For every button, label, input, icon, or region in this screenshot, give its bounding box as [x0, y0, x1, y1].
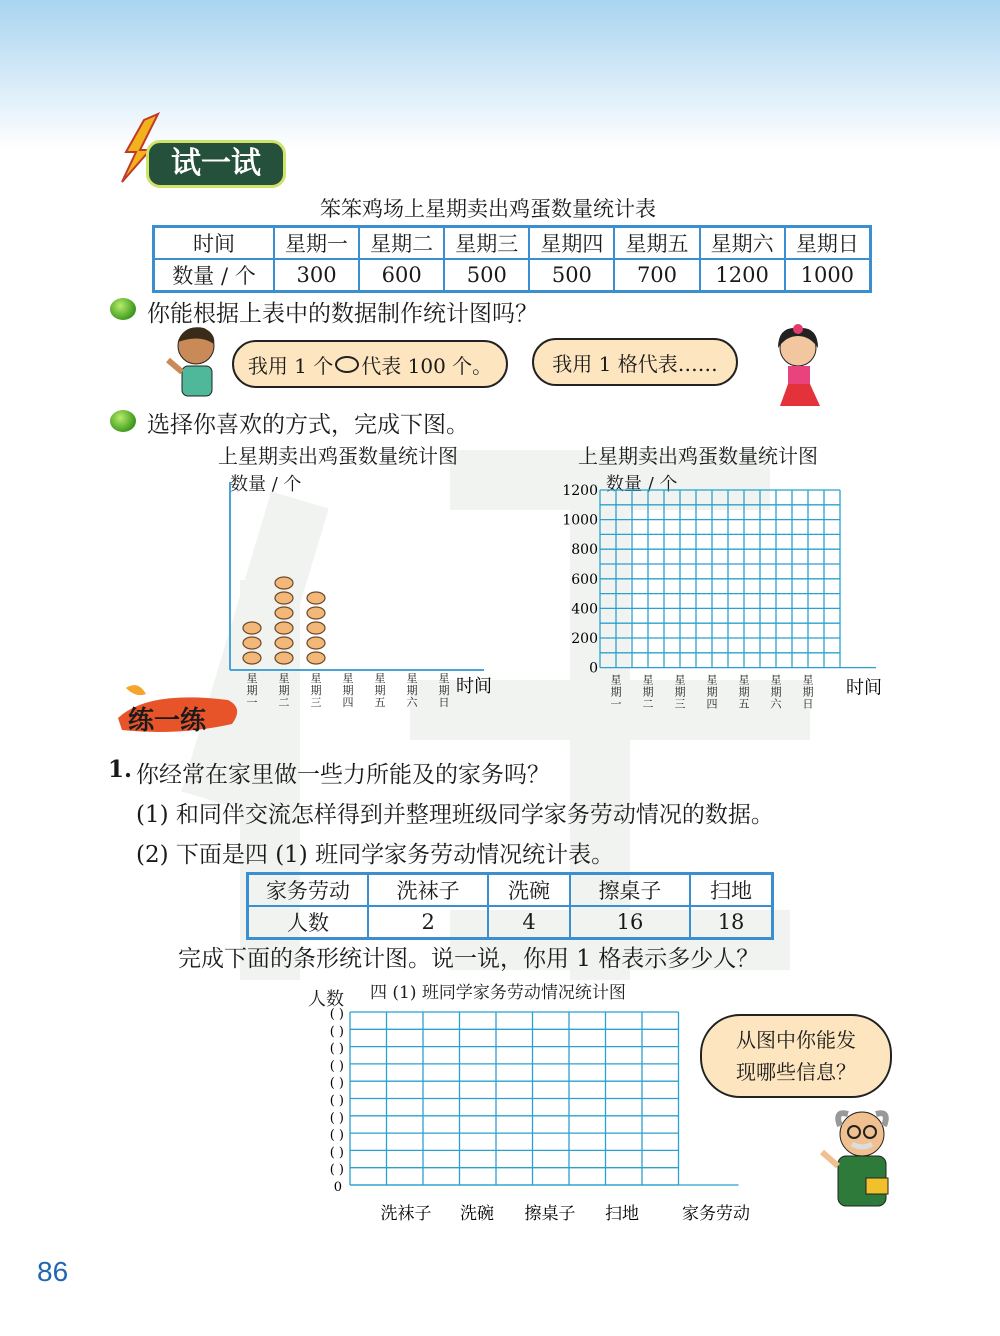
housework-table — [246, 872, 774, 940]
x-tick-label: 星期一 — [610, 673, 622, 711]
count-cell: 300 — [274, 259, 359, 292]
egg-icon — [335, 356, 359, 373]
x-axis-label: 时间 — [846, 677, 882, 699]
table-row — [248, 874, 773, 907]
count-cell: 1200 — [700, 259, 785, 292]
x-tick-label: 星期二 — [642, 673, 654, 711]
count-cell: 18 — [690, 906, 772, 939]
y-tick-placeholder: ( ) — [329, 1162, 344, 1178]
count-cell: 500 — [444, 259, 529, 292]
x-tick-label: 洗袜子 — [380, 1204, 432, 1224]
x-axis-label: 时间 — [456, 676, 492, 697]
y-tick-placeholder: ( ) — [329, 1128, 344, 1144]
x-tick-label: 星期五 — [738, 673, 750, 711]
egg-mark — [275, 622, 293, 634]
teacher-speech-line1: 从图中你能发 — [736, 1028, 856, 1052]
y-tick-label: 800 — [571, 542, 598, 559]
y-tick-placeholder: ( ) — [329, 1041, 344, 1057]
y-tick-placeholder: ( ) — [329, 1058, 344, 1074]
y-tick-placeholder: ( ) — [329, 1110, 344, 1126]
x-axis-label: 家务劳动 — [682, 1204, 750, 1224]
count-cell: 4 — [488, 906, 569, 939]
egg-mark — [275, 607, 293, 619]
girl-icon — [760, 322, 840, 412]
y-tick-label: 1000 — [562, 512, 598, 529]
x-tick-label: 扫地 — [605, 1204, 639, 1224]
egg-mark — [243, 622, 261, 634]
chart1-ylabel: 数量 / 个 — [230, 474, 302, 495]
y-zero-label: 0 — [333, 1180, 342, 1195]
x-tick-label: 星期三 — [310, 672, 322, 709]
girl-speech-bubble — [532, 338, 738, 386]
day-cell: 星期六 — [700, 227, 785, 260]
pictograph-chart — [222, 470, 512, 720]
count-cell: 600 — [359, 259, 444, 292]
x-tick-label: 星期五 — [374, 672, 386, 709]
boy-speech-text-1: 我用 1 个 — [247, 353, 334, 378]
section-badge-practice: 练一练 — [128, 706, 207, 736]
x-tick-label: 星期六 — [406, 672, 418, 709]
count-cell: 2 — [368, 906, 488, 939]
day-cell: 星期五 — [614, 227, 699, 260]
egg-mark — [275, 577, 293, 589]
count-cell: 700 — [614, 259, 699, 292]
egg-mark — [275, 637, 293, 649]
task-cell: 洗袜子 — [368, 874, 488, 907]
teacher-speech-line2: 现哪些信息？ — [736, 1060, 856, 1084]
bullet-icon — [110, 410, 136, 432]
egg-mark — [275, 592, 293, 604]
sub-question-1: (1) 和同伴交流怎样得到并整理班级同学家务劳动情况的数据。 — [136, 802, 774, 828]
y-tick-placeholder: ( ) — [329, 1145, 344, 1161]
y-tick-placeholder: ( ) — [329, 1024, 344, 1040]
sub-question-2: (2) 下面是四 (1) 班同学家务劳动情况统计表。 — [136, 842, 615, 868]
row-label-cell: 数量 / 个 — [154, 259, 275, 292]
section-badge-try: 试一试 — [146, 140, 286, 188]
housework-bar-chart — [300, 1000, 770, 1225]
table-row — [248, 906, 773, 939]
day-cell: 星期二 — [359, 227, 444, 260]
grid-bar-chart — [560, 480, 890, 720]
day-cell: 星期日 — [785, 227, 871, 260]
y-tick-placeholder: ( ) — [329, 1007, 344, 1022]
chart3-ylabel: 人数 — [308, 989, 344, 1010]
egg-mark — [307, 607, 325, 619]
header-cell: 家务劳动 — [248, 874, 369, 907]
chart1-title: 上星期卖出鸡蛋数量统计图 — [218, 444, 458, 468]
egg-mark — [243, 652, 261, 664]
egg-mark — [243, 637, 261, 649]
x-tick-label: 星期六 — [770, 673, 782, 711]
y-tick-placeholder: ( ) — [329, 1093, 344, 1109]
table-row — [154, 227, 871, 260]
day-cell: 星期四 — [529, 227, 614, 260]
x-tick-label: 星期日 — [438, 672, 450, 709]
y-tick-placeholder: ( ) — [329, 1076, 344, 1092]
chart2-title: 上星期卖出鸡蛋数量统计图 — [578, 444, 818, 468]
y-tick-label: 400 — [571, 601, 598, 618]
count-cell: 500 — [529, 259, 614, 292]
day-cell: 星期三 — [444, 227, 529, 260]
teacher-speech-bubble — [700, 1014, 892, 1098]
instruction-text: 完成下面的条形统计图。说一说，你用 1 格表示多少人？ — [178, 946, 760, 972]
y-tick-label: 200 — [571, 631, 598, 647]
bullet-icon — [110, 298, 136, 320]
x-tick-label: 星期一 — [246, 672, 258, 709]
egg-mark — [307, 652, 325, 664]
egg-sales-table — [152, 225, 872, 293]
girl-speech-text: 我用 1 格代表…… — [552, 351, 718, 376]
count-cell: 16 — [570, 906, 690, 939]
count-cell: 1000 — [785, 259, 871, 292]
task-cell: 洗碗 — [488, 874, 569, 907]
egg-mark — [307, 592, 325, 604]
table-title: 笨笨鸡场上星期卖出鸡蛋数量统计表 — [320, 197, 656, 221]
task-cell: 擦桌子 — [570, 874, 690, 907]
page-number: 86 — [37, 1256, 69, 1287]
table-row — [154, 259, 871, 292]
exercise-number: 1. — [108, 756, 133, 783]
x-tick-label: 星期四 — [706, 673, 718, 711]
boy-icon — [160, 322, 230, 402]
egg-mark — [307, 637, 325, 649]
exercise-question: 你经常在家里做一些力所能及的家务吗？ — [136, 762, 550, 788]
question-2: 选择你喜欢的方式，完成下图。 — [147, 412, 469, 438]
boy-speech-bubble — [232, 340, 508, 388]
teacher-icon — [814, 1104, 904, 1216]
x-tick-label: 星期二 — [278, 672, 290, 709]
task-cell: 扫地 — [690, 874, 772, 907]
chart2-ylabel: 数量 / 个 — [606, 474, 678, 495]
row-label-cell: 人数 — [248, 906, 369, 939]
egg-mark — [275, 652, 293, 664]
header-cell: 时间 — [154, 227, 275, 260]
y-tick-label: 600 — [571, 571, 598, 588]
day-cell: 星期一 — [274, 227, 359, 260]
x-tick-label: 星期日 — [802, 673, 814, 711]
x-tick-label: 擦桌子 — [524, 1204, 576, 1224]
boy-speech-text-2: 代表 100 个。 — [361, 353, 493, 378]
chart3-title: 四 (1) 班同学家务劳动情况统计图 — [370, 983, 626, 1003]
y-tick-label: 1200 — [562, 483, 598, 499]
egg-mark — [307, 622, 325, 634]
x-tick-label: 星期三 — [674, 673, 686, 711]
y-tick-label: 0 — [589, 660, 598, 677]
question-1: 你能根据上表中的数据制作统计图吗？ — [147, 301, 538, 327]
x-tick-label: 星期四 — [342, 672, 354, 709]
x-tick-label: 洗碗 — [460, 1204, 494, 1224]
